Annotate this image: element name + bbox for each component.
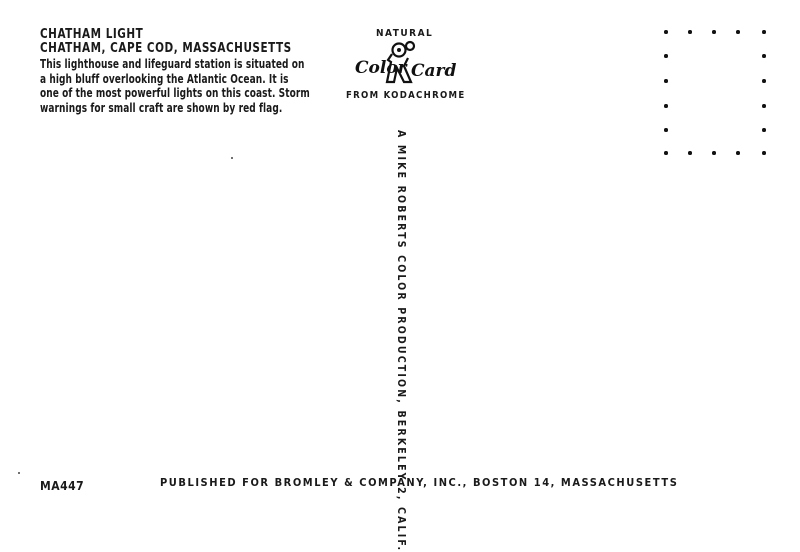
stamp-dot (736, 30, 740, 34)
logo-script-right: Card (411, 61, 457, 81)
card-subtitle: CHATHAM, CAPE COD, MASSACHUSETTS (40, 40, 292, 56)
stamp-dot (762, 54, 766, 58)
description-line: This lighthouse and lifeguard station is situated on (40, 56, 305, 71)
stamp-dot (712, 30, 716, 34)
stamp-dot (762, 104, 766, 108)
paper-speck (18, 472, 20, 474)
stamp-box (660, 24, 770, 158)
stamp-dot (664, 104, 668, 108)
description-line: a high bluff overlooking the Atlantic Ocean. It is (40, 70, 289, 86)
stamp-dot (664, 54, 668, 58)
paper-speck (231, 157, 233, 159)
stamp-dot (664, 128, 668, 132)
card-description (40, 57, 332, 115)
description-line: warnings for small craft are shown by red flag. (40, 99, 283, 115)
stamp-dot (688, 30, 692, 34)
stamp-dot (762, 79, 766, 83)
card-code: MA447 (40, 479, 85, 493)
vertical-credit: A MIKE ROBERTS COLOR PRODUCTION, BERKELEY 2, CALIF. (395, 130, 407, 552)
stamp-dot (762, 30, 766, 34)
stamp-dot (762, 151, 766, 155)
publisher-line: PUBLISHED FOR BROMLEY & COMPANY, INC., BOSTON 14, MASSACHUSETTS (160, 476, 679, 489)
stamp-dot (712, 151, 716, 155)
stamp-dot (664, 151, 668, 155)
stamp-dot (762, 128, 766, 132)
card-title: CHATHAM LIGHT (40, 26, 144, 42)
logo-bottom-text: FROM KODACHROME (346, 90, 466, 101)
logo-top-text: NATURAL (376, 28, 434, 39)
logo-script-left: Color (355, 58, 407, 78)
color-card-logo (354, 38, 457, 88)
stamp-dot (688, 151, 692, 155)
description-line: one of the most powerful lights on this coast. Storm (40, 85, 310, 100)
stamp-dot (736, 151, 740, 155)
stamp-dot (664, 30, 668, 34)
stamp-dot (664, 79, 668, 83)
